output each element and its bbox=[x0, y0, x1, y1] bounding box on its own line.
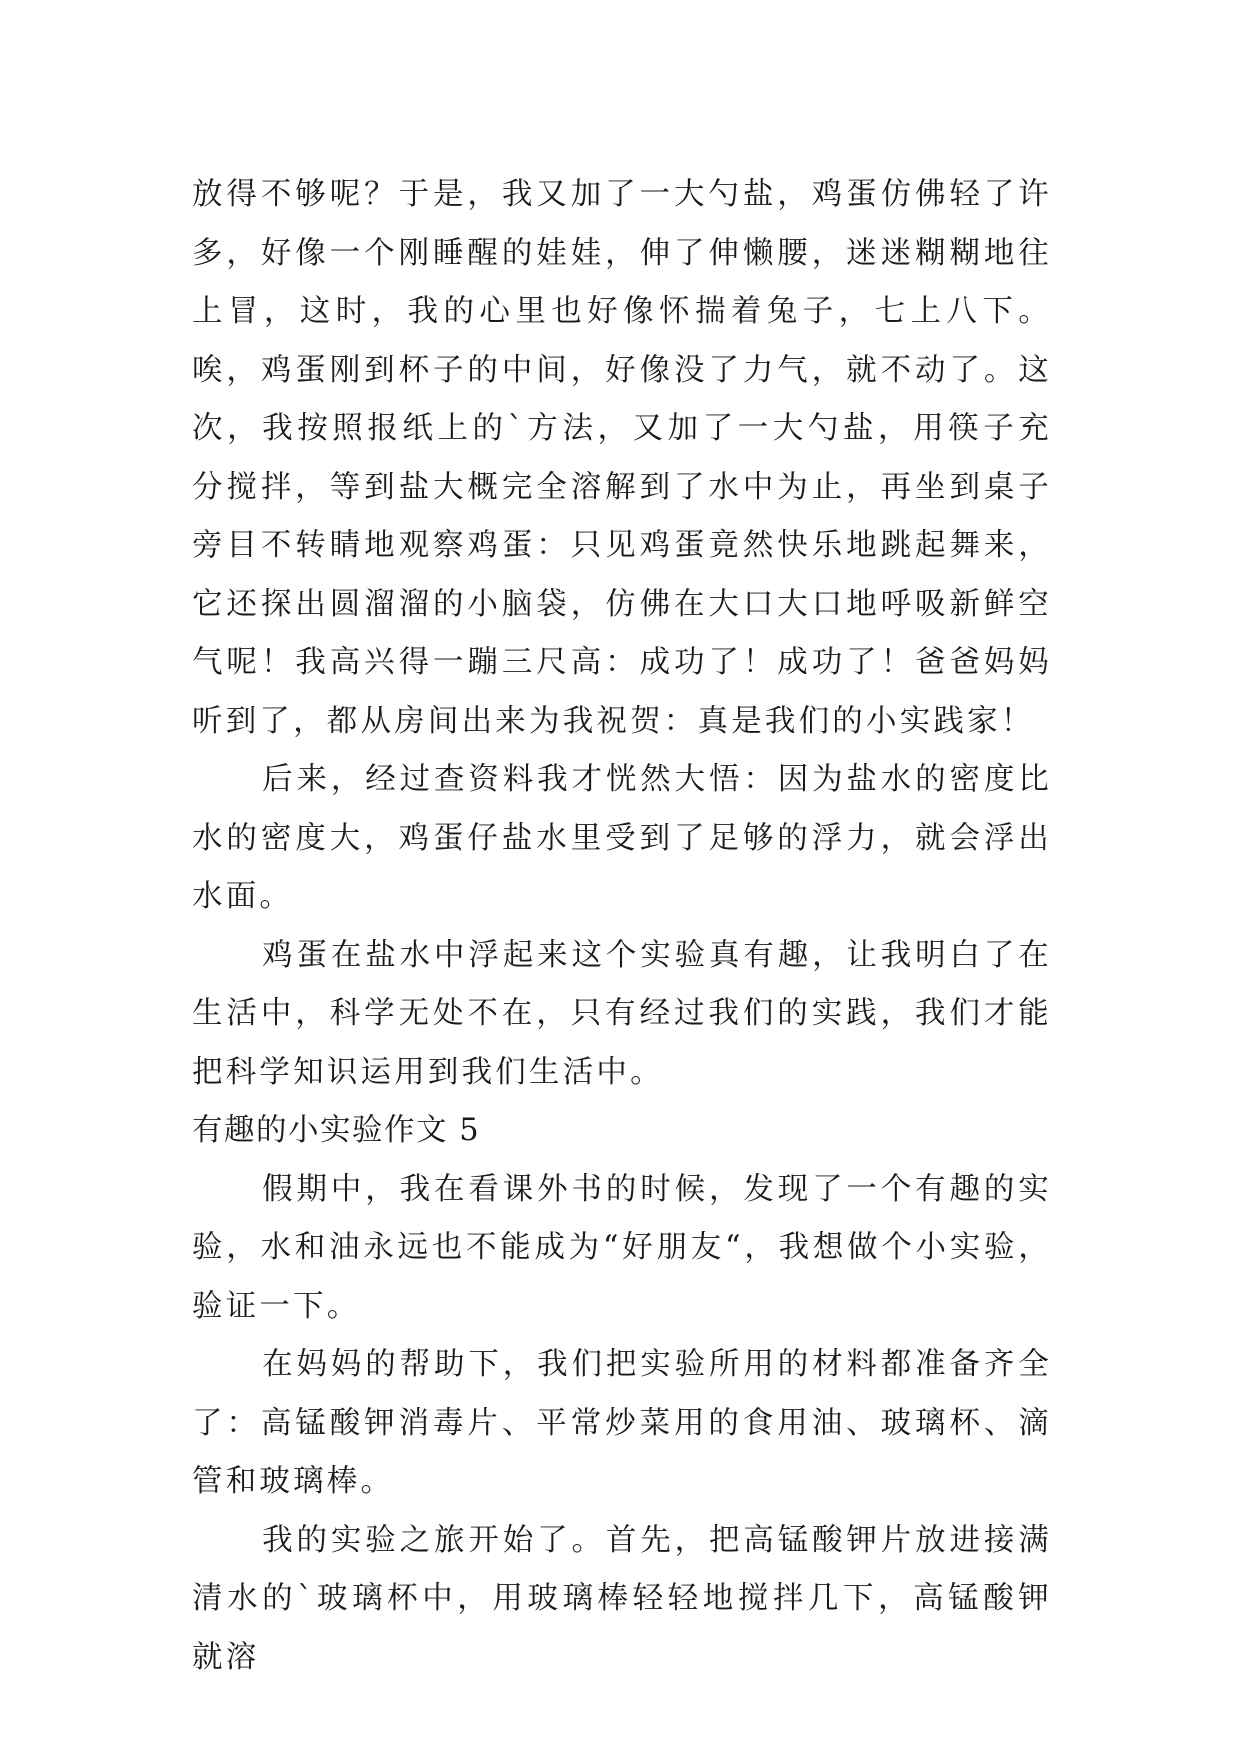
article-body bbox=[192, 166, 1052, 1687]
essay-heading: 有趣的小实验作文 5 bbox=[192, 1113, 481, 1148]
paragraph-materials: 在妈妈的帮助下，我们把实验所用的材料都准备齐全了：高锰酸钾消毒片、平常炒菜用的食用油、玻璃杯、滴管和玻璃棒。 bbox=[192, 1347, 1052, 1499]
paragraph-holiday-discovery: 假期中，我在看课外书的时候，发现了一个有趣的实验，水和油永远也不能成为“好朋友“，我想做个小实验，验证一下。 bbox=[192, 1171, 1052, 1324]
paragraph-experiment-conclusion: 鸡蛋在盐水中浮起来这个实验真有趣，让我明白了在生活中，科学无处不在，只有经过我们的实践，我们才能把科学知识运用到我们生活中。 bbox=[192, 937, 1052, 1090]
paragraph-egg-floating: 放得不够呢？于是，我又加了一大勺盐，鸡蛋仿佛轻了许多，好像一个刚睡醒的娃娃，伸了伸懒腰，迷迷糊糊地往上冒，这时，我的心里也好像怀揣着兔子，七上八下。唉，鸡蛋刚到杯子的中间，好像没了力气，就不动了。这次，我按照报纸上的`方法，又加了一大勺盐，用筷子充分搅拌，等到盐大概完全溶解到了水中为止，再坐到桌子旁目不转睛地观察鸡蛋：只见鸡蛋竟然快乐地跳起舞来，它还探出圆溜溜的小脑袋，仿佛在大口大口地呼吸新鲜空气呢！我高兴得一蹦三尺高：成功了！成功了！爸爸妈妈听到了，都从房间出来为我祝贺：真是我们的小实践家！ bbox=[192, 177, 1052, 739]
paragraph-experiment-start: 我的实验之旅开始了。首先，把高锰酸钾片放进接满清水的`玻璃杯中，用玻璃棒轻轻地搅拌几下，高锰酸钾就溶 bbox=[192, 1522, 1052, 1675]
paragraph-salt-density: 后来，经过查资料我才恍然大悟：因为盐水的密度比水的密度大，鸡蛋仔盐水里受到了足够的浮力，就会浮出水面。 bbox=[192, 762, 1052, 914]
